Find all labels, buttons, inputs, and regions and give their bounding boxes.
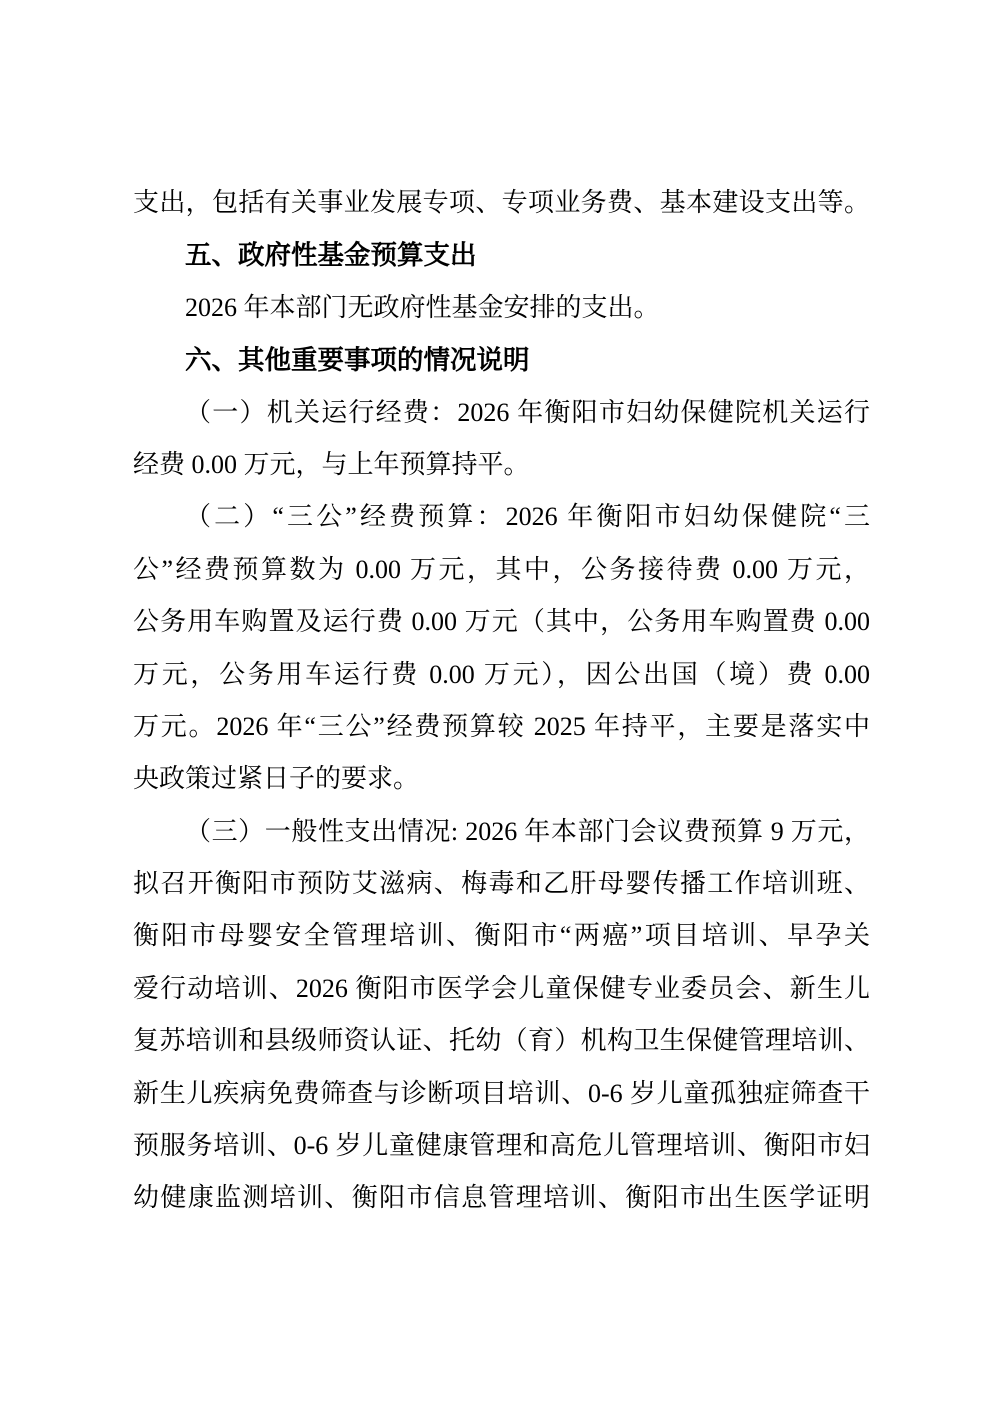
text-line: 万元。2026 年“三公”经费预算较 2025 年持平，主要是落实中 [133, 711, 870, 741]
text-line: 预服务培训、0-6 岁儿童健康管理和高危儿管理培训、衡阳市妇 [133, 1131, 870, 1161]
text-line: 经费 0.00 万元，与上年预算持平。 [133, 449, 530, 479]
text-line: 新生儿疾病免费筛查与诊断项目培训、0-6 岁儿童孤独症筛查干 [133, 1078, 870, 1108]
text-line: 支出，包括有关事业发展专项、专项业务费、基本建设支出等。 [133, 188, 870, 217]
text-line: （三）一般性支出情况: 2026 年本部门会议费预算 9 万元， [185, 816, 870, 846]
text-line: 公务用车购置及运行费 0.00 万元（其中，公务用车购置费 0.00 [133, 607, 870, 637]
section-heading: 六、其他重要事项的情况说明 [185, 345, 530, 376]
text-line: 幼健康监测培训、衡阳市信息管理培训、衡阳市出生医学证明 [133, 1183, 870, 1213]
text-line: 2026 年本部门无政府性基金安排的支出。 [185, 292, 660, 322]
text-line: 衡阳市母婴安全管理培训、衡阳市“两癌”项目培训、早孕关 [133, 921, 870, 951]
text-line: （一）机关运行经费：2026 年衡阳市妇幼保健院机关运行 [185, 397, 870, 427]
text-line: 复苏培训和县级师资认证、托幼（育）机构卫生保健管理培训、 [133, 1026, 870, 1056]
text-line: （二）“三公”经费预算：2026 年衡阳市妇幼保健院“三 [185, 502, 870, 532]
text-line: 爱行动培训、2026 衡阳市医学会儿童保健专业委员会、新生儿 [133, 973, 870, 1003]
page-content [133, 177, 870, 1225]
text-line: 拟召开衡阳市预防艾滋病、梅毒和乙肝母婴传播工作培训班、 [133, 869, 870, 899]
text-line: 万元，公务用车运行费 0.00 万元），因公出国（境）费 0.00 [133, 659, 870, 689]
text-line: 公”经费预算数为 0.00 万元，其中，公务接待费 0.00 万元， [133, 554, 870, 584]
text-line: 央政策过紧日子的要求。 [133, 764, 420, 794]
section-heading: 五、政府性基金预算支出 [185, 240, 477, 271]
